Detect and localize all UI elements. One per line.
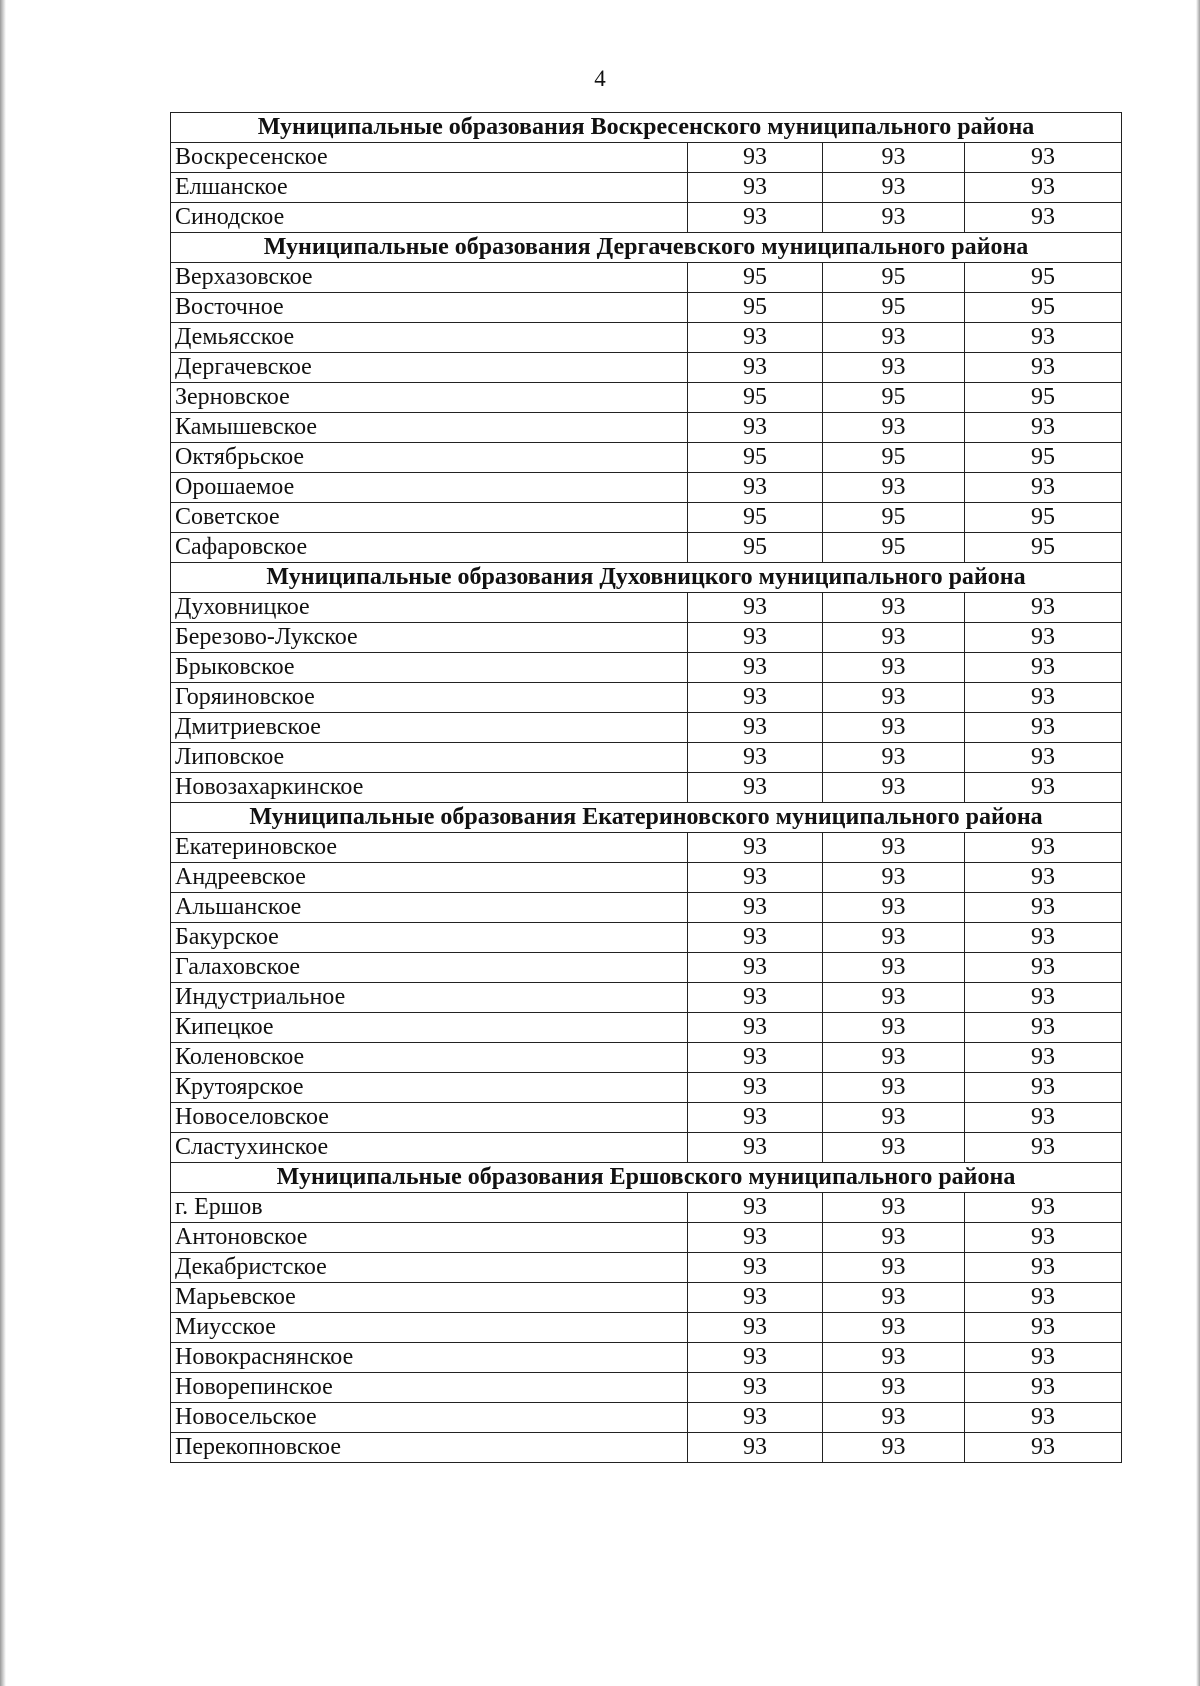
value-cell-2: 93	[823, 743, 965, 773]
municipality-name-cell: Елшанское	[171, 173, 688, 203]
value-cell-3: 93	[965, 1313, 1122, 1343]
value-cell-2: 95	[823, 263, 965, 293]
value-cell-3: 95	[965, 293, 1122, 323]
value-cell-2: 93	[823, 773, 965, 803]
municipality-name-cell: Дмитриевское	[171, 713, 688, 743]
value-cell-1: 93	[688, 143, 823, 173]
value-cell-3: 93	[965, 1013, 1122, 1043]
table-row	[171, 203, 1122, 233]
section-title: Муниципальные образования Дергачевского муниципального района	[171, 233, 1122, 263]
value-cell-1: 93	[688, 1283, 823, 1313]
value-cell-3: 93	[965, 953, 1122, 983]
table-row	[171, 1043, 1122, 1073]
table-row	[171, 893, 1122, 923]
value-cell-2: 93	[823, 713, 965, 743]
value-cell-3: 93	[965, 773, 1122, 803]
value-cell-1: 93	[688, 743, 823, 773]
municipality-name-cell: Андреевское	[171, 863, 688, 893]
table-row	[171, 173, 1122, 203]
value-cell-2: 93	[823, 683, 965, 713]
table-row	[171, 743, 1122, 773]
value-cell-3: 95	[965, 443, 1122, 473]
value-cell-2: 93	[823, 1343, 965, 1373]
table-row	[171, 413, 1122, 443]
table-row	[171, 1193, 1122, 1223]
table-body	[171, 113, 1122, 1463]
value-cell-2: 93	[823, 1073, 965, 1103]
municipality-name-cell: Декабристское	[171, 1253, 688, 1283]
municipality-name-cell: Бакурское	[171, 923, 688, 953]
municipality-name-cell: Кипецкое	[171, 1013, 688, 1043]
value-cell-2: 93	[823, 833, 965, 863]
value-cell-2: 93	[823, 983, 965, 1013]
municipality-name-cell: Камышевское	[171, 413, 688, 443]
value-cell-3: 93	[965, 1373, 1122, 1403]
value-cell-3: 93	[965, 353, 1122, 383]
table-row	[171, 713, 1122, 743]
value-cell-2: 93	[823, 653, 965, 683]
table-row	[171, 443, 1122, 473]
value-cell-3: 93	[965, 143, 1122, 173]
table-row	[171, 1133, 1122, 1163]
section-title: Муниципальные образования Духовницкого муниципального района	[171, 563, 1122, 593]
value-cell-1: 93	[688, 1223, 823, 1253]
municipality-name-cell: Антоновское	[171, 1223, 688, 1253]
value-cell-3: 93	[965, 1343, 1122, 1373]
value-cell-1: 93	[688, 1313, 823, 1343]
table-row	[171, 1223, 1122, 1253]
section-title: Муниципальные образования Воскресенского муниципального района	[171, 113, 1122, 143]
table-row	[171, 1073, 1122, 1103]
value-cell-3: 93	[965, 1253, 1122, 1283]
municipality-name-cell: Новоселовское	[171, 1103, 688, 1133]
value-cell-3: 93	[965, 323, 1122, 353]
section-header-row	[171, 563, 1122, 593]
value-cell-3: 93	[965, 203, 1122, 233]
value-cell-2: 93	[823, 473, 965, 503]
value-cell-1: 93	[688, 1013, 823, 1043]
value-cell-2: 93	[823, 173, 965, 203]
value-cell-2: 93	[823, 1373, 965, 1403]
value-cell-1: 95	[688, 443, 823, 473]
section-header-row	[171, 113, 1122, 143]
value-cell-1: 95	[688, 263, 823, 293]
table-row	[171, 533, 1122, 563]
municipality-name-cell: Верхазовское	[171, 263, 688, 293]
value-cell-2: 93	[823, 1223, 965, 1253]
table-row	[171, 983, 1122, 1013]
value-cell-1: 93	[688, 1433, 823, 1463]
municipality-name-cell: г. Ершов	[171, 1193, 688, 1223]
value-cell-1: 93	[688, 1403, 823, 1433]
value-cell-2: 95	[823, 533, 965, 563]
value-cell-1: 93	[688, 623, 823, 653]
value-cell-1: 93	[688, 683, 823, 713]
value-cell-2: 93	[823, 1103, 965, 1133]
value-cell-1: 93	[688, 833, 823, 863]
municipality-name-cell: Дергачевское	[171, 353, 688, 383]
value-cell-1: 93	[688, 203, 823, 233]
value-cell-2: 93	[823, 1013, 965, 1043]
table-row	[171, 1253, 1122, 1283]
value-cell-1: 93	[688, 983, 823, 1013]
table-row	[171, 1313, 1122, 1343]
value-cell-3: 93	[965, 1073, 1122, 1103]
municipality-name-cell: Екатериновское	[171, 833, 688, 863]
municipality-name-cell: Демьясское	[171, 323, 688, 353]
table-row	[171, 923, 1122, 953]
municipality-name-cell: Индустриальное	[171, 983, 688, 1013]
table-row	[171, 143, 1122, 173]
municipality-name-cell: Восточное	[171, 293, 688, 323]
municipality-name-cell: Новорепинское	[171, 1373, 688, 1403]
value-cell-1: 93	[688, 473, 823, 503]
value-cell-2: 93	[823, 1403, 965, 1433]
table-row	[171, 1433, 1122, 1463]
value-cell-2: 95	[823, 383, 965, 413]
section-header-row	[171, 233, 1122, 263]
table-row	[171, 653, 1122, 683]
value-cell-3: 93	[965, 833, 1122, 863]
municipality-name-cell: Сластухинское	[171, 1133, 688, 1163]
value-cell-2: 93	[823, 1193, 965, 1223]
value-cell-1: 93	[688, 593, 823, 623]
table-row	[171, 953, 1122, 983]
section-header-row	[171, 1163, 1122, 1193]
value-cell-3: 93	[965, 173, 1122, 203]
page-number: 4	[594, 66, 606, 91]
value-cell-3: 93	[965, 1433, 1122, 1463]
value-cell-3: 93	[965, 893, 1122, 923]
value-cell-1: 93	[688, 323, 823, 353]
value-cell-3: 93	[965, 473, 1122, 503]
table-row	[171, 683, 1122, 713]
value-cell-2: 93	[823, 893, 965, 923]
municipality-name-cell: Марьевское	[171, 1283, 688, 1313]
value-cell-2: 93	[823, 923, 965, 953]
value-cell-1: 93	[688, 923, 823, 953]
value-cell-3: 95	[965, 383, 1122, 413]
table-row	[171, 1013, 1122, 1043]
municipality-name-cell: Советское	[171, 503, 688, 533]
table-row	[171, 353, 1122, 383]
table-row	[171, 1103, 1122, 1133]
value-cell-1: 93	[688, 1073, 823, 1103]
section-title: Муниципальные образования Екатериновского муниципального района	[171, 803, 1122, 833]
municipality-name-cell: Горяиновское	[171, 683, 688, 713]
table-row	[171, 263, 1122, 293]
value-cell-3: 93	[965, 1133, 1122, 1163]
municipality-name-cell: Сафаровское	[171, 533, 688, 563]
municipality-name-cell: Миусское	[171, 1313, 688, 1343]
value-cell-2: 95	[823, 503, 965, 533]
value-cell-2: 93	[823, 203, 965, 233]
table-row	[171, 323, 1122, 353]
table-row	[171, 293, 1122, 323]
table-row	[171, 1373, 1122, 1403]
value-cell-3: 93	[965, 413, 1122, 443]
municipality-name-cell: Октябрьское	[171, 443, 688, 473]
value-cell-3: 93	[965, 743, 1122, 773]
value-cell-3: 93	[965, 1193, 1122, 1223]
table-row	[171, 1343, 1122, 1373]
municipality-name-cell: Коленовское	[171, 1043, 688, 1073]
value-cell-1: 93	[688, 953, 823, 983]
value-cell-1: 93	[688, 653, 823, 683]
value-cell-3: 93	[965, 653, 1122, 683]
table-row	[171, 1283, 1122, 1313]
value-cell-3: 93	[965, 983, 1122, 1013]
municipality-name-cell: Новозахаркинское	[171, 773, 688, 803]
value-cell-1: 93	[688, 863, 823, 893]
value-cell-2: 93	[823, 863, 965, 893]
municipality-name-cell: Зерновское	[171, 383, 688, 413]
value-cell-2: 93	[823, 953, 965, 983]
value-cell-3: 93	[965, 683, 1122, 713]
value-cell-2: 93	[823, 1133, 965, 1163]
table-row	[171, 863, 1122, 893]
value-cell-2: 95	[823, 293, 965, 323]
value-cell-2: 93	[823, 1253, 965, 1283]
value-cell-1: 93	[688, 173, 823, 203]
value-cell-1: 93	[688, 713, 823, 743]
value-cell-3: 95	[965, 533, 1122, 563]
value-cell-1: 95	[688, 503, 823, 533]
value-cell-2: 95	[823, 443, 965, 473]
municipality-name-cell: Орошаемое	[171, 473, 688, 503]
value-cell-3: 93	[965, 1283, 1122, 1313]
municipal-table	[170, 112, 1122, 1463]
municipality-name-cell: Галаховское	[171, 953, 688, 983]
value-cell-1: 93	[688, 773, 823, 803]
table-row	[171, 503, 1122, 533]
value-cell-3: 93	[965, 923, 1122, 953]
municipality-name-cell: Альшанское	[171, 893, 688, 923]
section-title: Муниципальные образования Ершовского муниципального района	[171, 1163, 1122, 1193]
value-cell-3: 95	[965, 503, 1122, 533]
municipality-name-cell: Липовское	[171, 743, 688, 773]
value-cell-1: 93	[688, 1343, 823, 1373]
municipality-name-cell: Новокраснянское	[171, 1343, 688, 1373]
value-cell-2: 93	[823, 413, 965, 443]
value-cell-2: 93	[823, 593, 965, 623]
value-cell-2: 93	[823, 143, 965, 173]
value-cell-1: 95	[688, 383, 823, 413]
value-cell-1: 93	[688, 353, 823, 383]
value-cell-1: 93	[688, 1193, 823, 1223]
value-cell-1: 95	[688, 533, 823, 563]
value-cell-3: 93	[965, 863, 1122, 893]
value-cell-1: 93	[688, 1373, 823, 1403]
table-row	[171, 833, 1122, 863]
value-cell-3: 93	[965, 623, 1122, 653]
municipality-name-cell: Духовницкое	[171, 593, 688, 623]
municipality-name-cell: Новосельское	[171, 1403, 688, 1433]
value-cell-3: 93	[965, 1223, 1122, 1253]
scan-edge-right	[1196, 0, 1200, 1686]
municipality-name-cell: Синодское	[171, 203, 688, 233]
value-cell-1: 95	[688, 293, 823, 323]
municipality-name-cell: Крутоярское	[171, 1073, 688, 1103]
value-cell-2: 93	[823, 1283, 965, 1313]
table-row	[171, 773, 1122, 803]
value-cell-3: 93	[965, 1043, 1122, 1073]
value-cell-1: 93	[688, 413, 823, 443]
table-row	[171, 383, 1122, 413]
table-row	[171, 623, 1122, 653]
value-cell-2: 93	[823, 323, 965, 353]
value-cell-1: 93	[688, 1043, 823, 1073]
value-cell-3: 93	[965, 1103, 1122, 1133]
value-cell-3: 93	[965, 593, 1122, 623]
value-cell-3: 95	[965, 263, 1122, 293]
value-cell-3: 93	[965, 1403, 1122, 1433]
value-cell-1: 93	[688, 1133, 823, 1163]
value-cell-1: 93	[688, 1103, 823, 1133]
scan-edge-left	[0, 0, 6, 1686]
table-row	[171, 593, 1122, 623]
value-cell-2: 93	[823, 1313, 965, 1343]
table-row	[171, 1403, 1122, 1433]
value-cell-2: 93	[823, 353, 965, 383]
value-cell-2: 93	[823, 1043, 965, 1073]
value-cell-2: 93	[823, 1433, 965, 1463]
value-cell-1: 93	[688, 893, 823, 923]
value-cell-3: 93	[965, 713, 1122, 743]
value-cell-1: 93	[688, 1253, 823, 1283]
value-cell-2: 93	[823, 623, 965, 653]
municipality-name-cell: Воскресенское	[171, 143, 688, 173]
municipality-name-cell: Березово-Лукское	[171, 623, 688, 653]
municipality-name-cell: Брыковское	[171, 653, 688, 683]
section-header-row	[171, 803, 1122, 833]
table-row	[171, 473, 1122, 503]
municipality-name-cell: Перекопновское	[171, 1433, 688, 1463]
